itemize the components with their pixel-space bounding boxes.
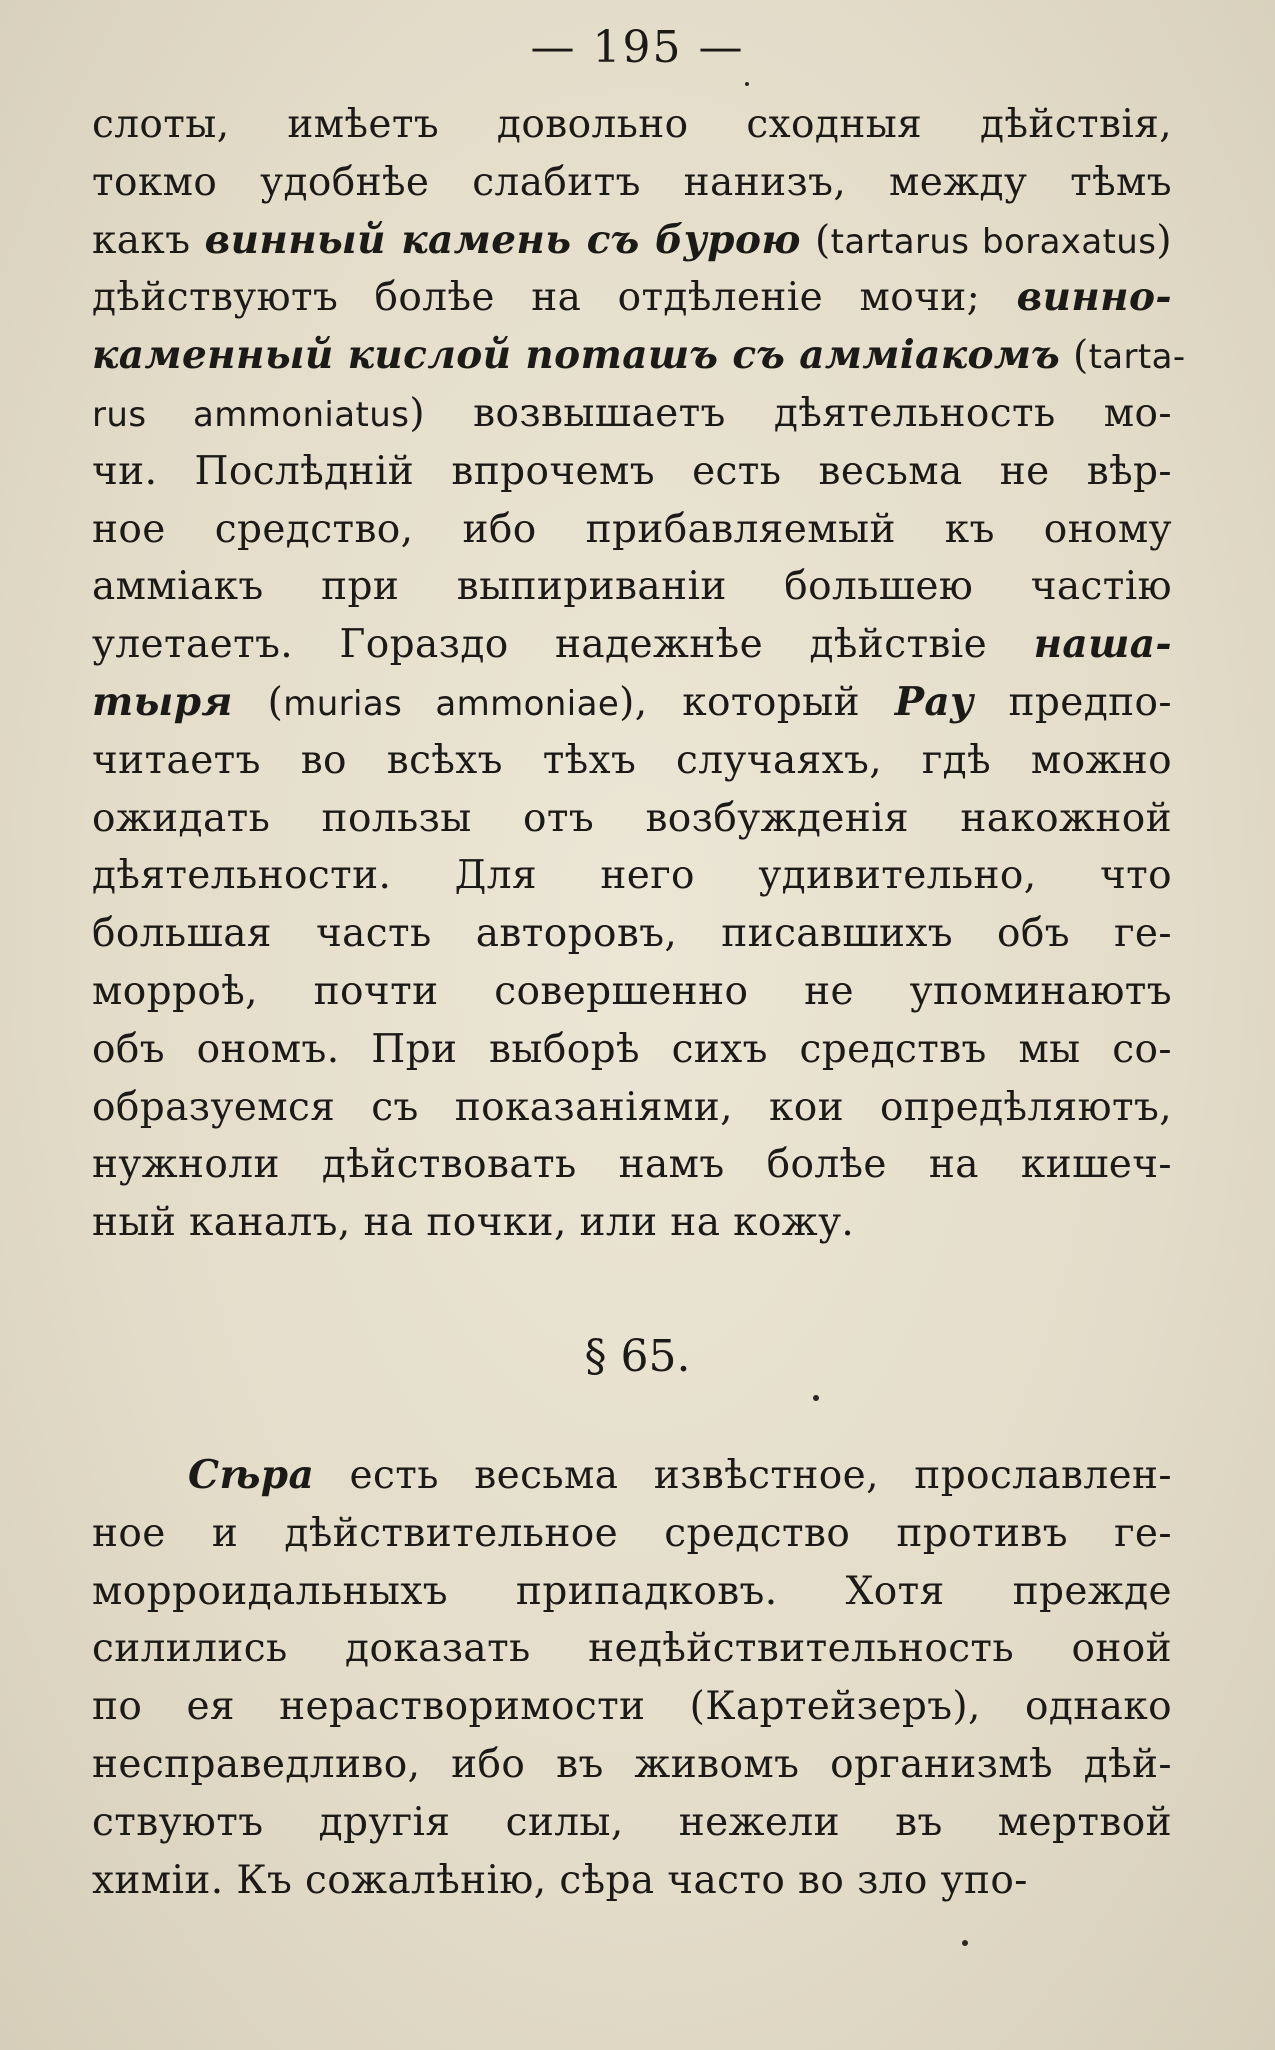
text-run: аммiакъ при выпириваніи большею частію xyxy=(92,564,1172,610)
text-run: образуемся съ показаніями, кои опредѣляютъ, xyxy=(92,1084,1172,1130)
text-run: токмо удобнѣе слабитъ нанизъ, между тѣмъ xyxy=(92,159,1172,205)
italic-term: Сѣра xyxy=(188,1452,315,1498)
text-run: читаетъ во всѣхъ тѣхъ случаяхъ, гдѣ можно xyxy=(92,737,1172,783)
text-run: дѣйствуютъ болѣе на отдѣленіе мочи; xyxy=(92,275,1017,321)
page-number: — 195 — xyxy=(530,22,745,73)
text-line xyxy=(92,1194,1172,1252)
text-line xyxy=(92,1021,1172,1079)
text-run: предпо- xyxy=(973,679,1173,725)
text-line xyxy=(92,1736,1172,1794)
text-run: ный каналъ, на почки, или на кожу. xyxy=(92,1200,855,1246)
text-line xyxy=(92,443,1172,501)
text-run: ствуютъ другія силы, нежели въ мертвой xyxy=(92,1799,1172,1845)
text-line xyxy=(92,385,1172,443)
text-run: ожидать пользы отъ возбужденія накожной xyxy=(92,795,1172,841)
text-line xyxy=(92,96,1172,154)
print-speck xyxy=(962,1940,968,1946)
text-run: большая часть авторовъ, писавшихъ объ ге- xyxy=(92,911,1172,957)
text-run: ), который xyxy=(619,679,895,725)
text-run: слоты, имѣетъ довольно сходныя дѣйствія, xyxy=(92,102,1172,147)
text-run: ( xyxy=(232,679,284,725)
latin-term: rus ammoniatus xyxy=(92,394,410,435)
text-run: ное и дѣйствительное средство противъ ге- xyxy=(92,1510,1172,1556)
text-line xyxy=(92,1852,1172,1910)
paragraph-2 xyxy=(92,1447,1172,1909)
text-run: чи. Послѣдній впрочемъ есть весьма не вѣр- xyxy=(92,448,1172,494)
text-line xyxy=(92,269,1172,327)
text-run: есть весьма извѣстное, прославлен- xyxy=(314,1453,1172,1498)
text-line xyxy=(92,1563,1172,1621)
text-run: морроѣ, почти совершенно не упоминаютъ xyxy=(92,968,1172,1014)
text-line xyxy=(92,905,1172,963)
text-line xyxy=(92,674,1172,732)
text-run: силились доказать недѣйствительность оной xyxy=(92,1626,1172,1672)
text-line xyxy=(92,1447,1172,1505)
text-line xyxy=(92,1620,1172,1678)
text-line xyxy=(92,847,1172,905)
print-speck xyxy=(813,1395,819,1401)
text-run: дѣятельности. Для него удивительно, что xyxy=(92,853,1172,899)
text-line xyxy=(92,1505,1172,1563)
italic-term: Рау xyxy=(894,678,974,725)
text-run: ( xyxy=(1060,333,1089,379)
section-heading: § 65. xyxy=(584,1331,691,1382)
latin-term: tarta- xyxy=(1088,337,1186,378)
text-line xyxy=(92,1079,1172,1137)
paragraph-1 xyxy=(92,96,1186,1252)
text-run: ( xyxy=(800,217,831,263)
text-line xyxy=(92,1678,1172,1736)
text-run: улетаетъ. Гораздо надежнѣе дѣйствіе xyxy=(92,622,1034,668)
latin-term: murias ammoniae xyxy=(283,683,620,724)
text-line xyxy=(92,1794,1172,1852)
latin-term: tartarus boraxatus xyxy=(830,221,1157,262)
text-line xyxy=(92,154,1172,212)
text-run: нужноли дѣйствовать намъ болѣе на кишеч- xyxy=(92,1142,1172,1188)
text-line xyxy=(92,790,1172,848)
text-run: несправедливо, ибо въ живомъ организмѣ дѣй- xyxy=(92,1741,1172,1787)
text-run: по ея нерастворимости (Картейзеръ), однако xyxy=(92,1684,1172,1730)
italic-term: наша- xyxy=(1033,621,1172,668)
text-line xyxy=(92,963,1172,1021)
italic-term: тыря xyxy=(92,678,233,725)
italic-term: винный камень съ бурою xyxy=(204,216,801,263)
text-run: ное средство, ибо прибавляемый къ оному xyxy=(92,506,1172,552)
text-line xyxy=(92,732,1172,790)
text-line xyxy=(92,558,1172,616)
text-run: химіи. Къ сожалѣнію, сѣра часто во зло упо- xyxy=(92,1857,1028,1903)
italic-term: винно- xyxy=(1016,274,1172,321)
text-line xyxy=(92,616,1172,674)
text-run: объ ономъ. При выборѣ сихъ средствъ мы со- xyxy=(92,1026,1172,1072)
text-line xyxy=(92,501,1172,559)
text-line xyxy=(92,1136,1172,1194)
text-run: ) возвышаетъ дѣятельность мо- xyxy=(409,390,1172,436)
text-run: морроидальныхъ припадковъ. Хотя прежде xyxy=(92,1568,1172,1614)
text-run: ) xyxy=(1156,217,1172,263)
italic-term: каменный кислой поташъ съ аммiакомъ xyxy=(92,332,1061,379)
print-speck xyxy=(745,82,749,86)
text-line xyxy=(92,327,1186,385)
text-run: какъ xyxy=(92,217,205,263)
text-line xyxy=(92,212,1172,270)
